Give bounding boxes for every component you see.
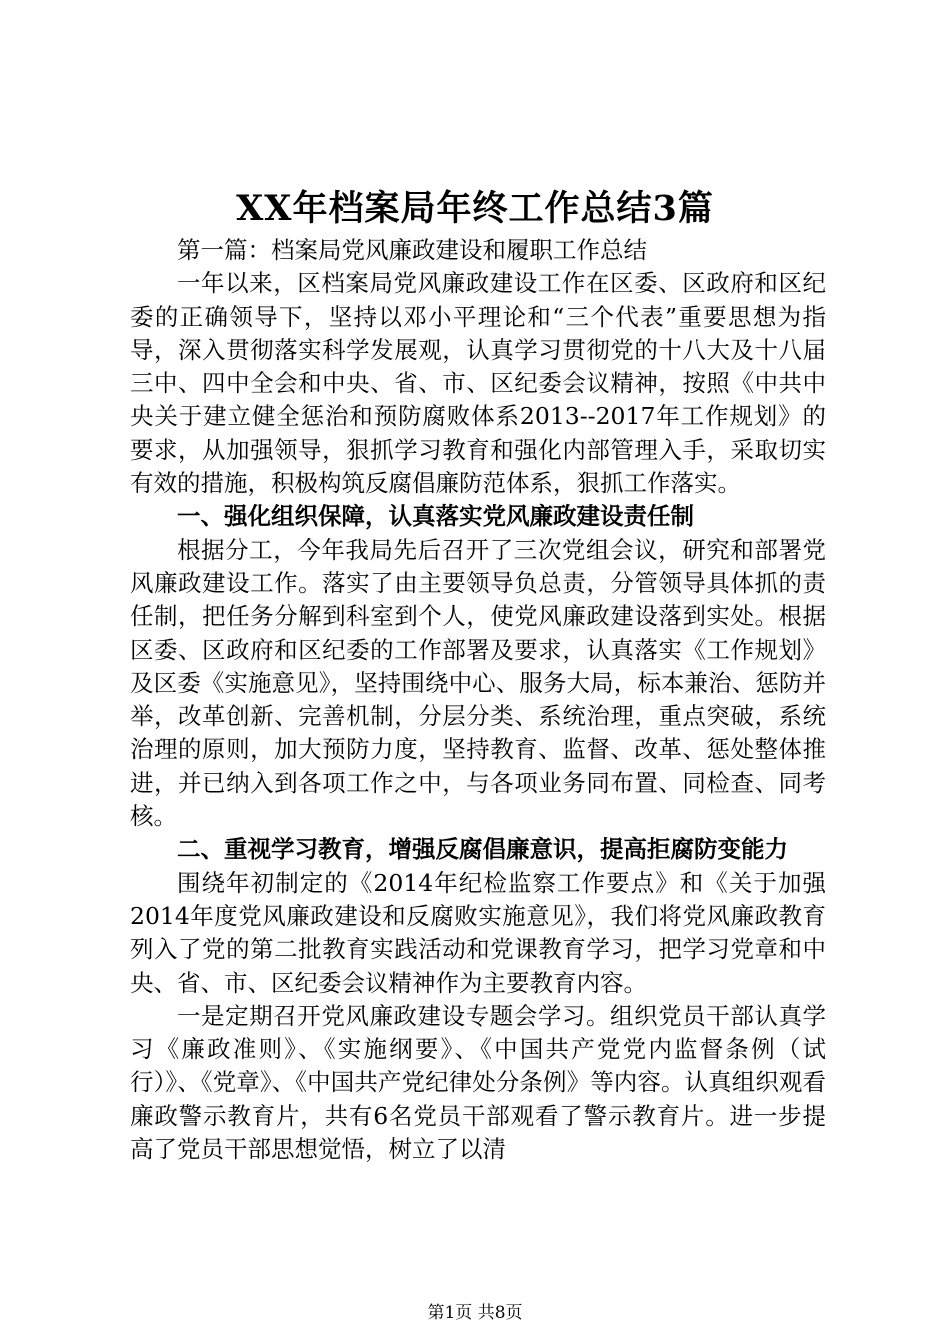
section-intro: 第一篇：档案局党风廉政建设和履职工作总结: [177, 236, 647, 264]
body-paragraph: 一年以来，区档案局党风廉政建设工作在区委、区政府和区纪委的正确领导下，坚持以邓小平理论和“三个代表”重要思想为指导，深入贯彻落实科学发展观，认真学习贯彻党的十八大及十八届三中、四中全会和中央、省、市、区纪委会议精神，按照《中共中央关于建立健全惩治和预防腐败体系2013--2017年工作规划》的要求，从加强领导，狠抓学习教育和强化内部管理入手，采取切实有效的措施，积极构筑反腐倡廉防范体系，狠抓工作落实。: [130, 269, 826, 498]
section-heading: 一、强化组织保障，认真落实党风廉政建设责任制: [177, 502, 694, 531]
document-title: XX年档案局年终工作总结3篇: [236, 188, 714, 229]
page-number-footer: 第1页 共8页: [427, 1303, 523, 1323]
body-paragraph: 根据分工，今年我局先后召开了三次党组会议，研究和部署党风廉政建设工作。落实了由主要领导负总责，分管领导具体抓的责任制，把任务分解到科室到个人，使党风廉政建设落到实处。根据区委、区政府和区纪委的工作部署及要求，认真落实《工作规划》及区委《实施意见》，坚持围绕中心、服务大局，标本兼治、惩防并举，改革创新、完善机制，分层分类、系统治理，重点突破，系统治理的原则，加大预防力度，坚持教育、监督、改革、惩处整体推进，并已纳入到各项工作之中，与各项业务同布置、同检查、同考核。: [130, 535, 826, 831]
document-body: [130, 234, 826, 1166]
section-heading: 二、重视学习教育，增强反腐倡廉意识，提高拒腐防变能力: [177, 835, 788, 864]
body-paragraph: 围绕年初制定的《2014年纪检监察工作要点》和《关于加强2014年度党风廉政建设和反腐败实施意见》，我们将党风廉政教育列入了党的第二批教育实践活动和党课教育学习，把学习党章和中央、省、市、区纪委会议精神作为主要教育内容。: [130, 868, 826, 997]
body-paragraph: 一是定期召开党风廉政建设专题会学习。组织党员干部认真学习《廉政准则》、《实施纲要》、《中国共产党党内监督条例（试行）》、《党章》、《中国共产党纪律处分条例》等内容。认真组织观看廉政警示教育片，共有6名党员干部观看了警示教育片。进一步提高了党员干部思想觉悟，树立了以清: [130, 1001, 826, 1164]
